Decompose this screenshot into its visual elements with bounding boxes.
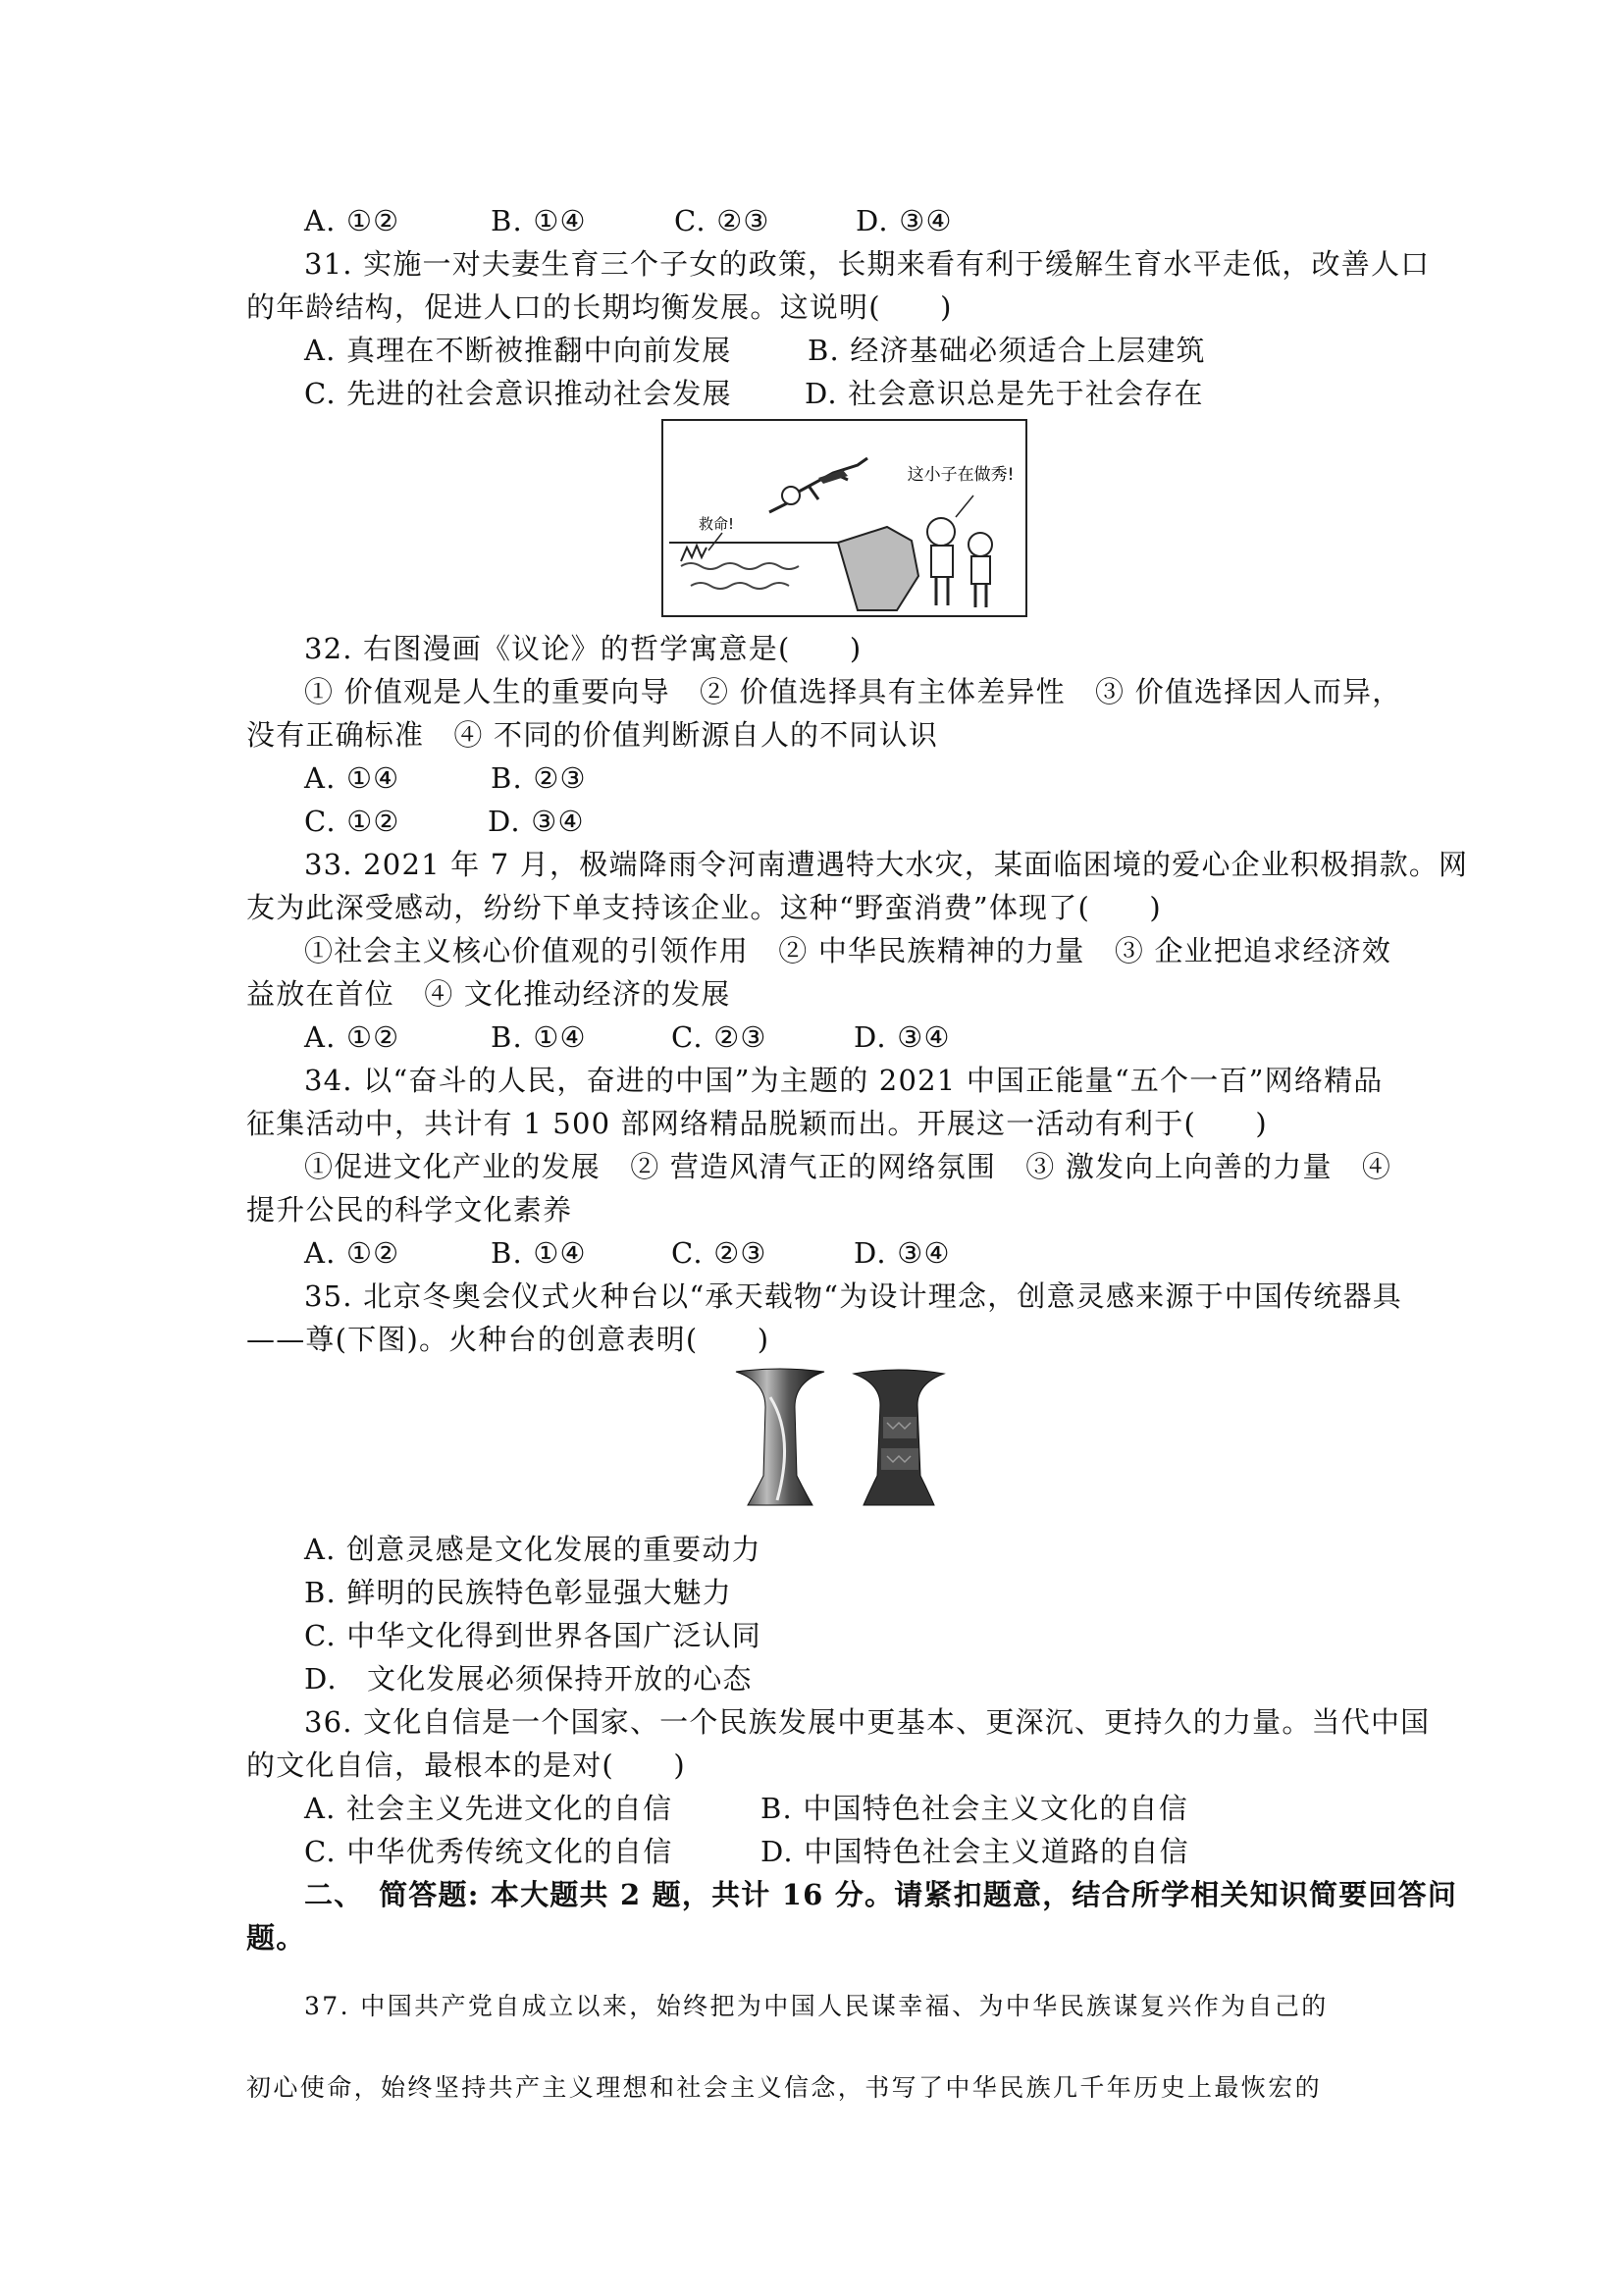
q36-option-a: A. 社会主义先进文化的自信 xyxy=(304,1792,673,1825)
q37-stem-line1: 37. 中国共产党自成立以来，始终把为中国人民谋幸福、为中华民族谋复兴作为自己的 xyxy=(304,1992,1329,2020)
section2-heading-line1: 二、 简答题: 本大题共 2 题，共计 16 分。请紧扣题意，结合所学相关知识简要回答问 xyxy=(304,1878,1458,1911)
q31-stem-line1: 31. 实施一对夫妻生育三个子女的政策，长期来看有利于缓解生育水平走低，改善人口 xyxy=(304,247,1431,281)
q36-option-c: C. 中华优秀传统文化的自信 xyxy=(304,1835,673,1868)
q32-option-d: D. ③④ xyxy=(488,805,585,838)
top-option-d: D. ③④ xyxy=(856,204,953,237)
q34-option-b: B. ①④ xyxy=(491,1236,587,1270)
q31-stem-line2: 的年龄结构，促进人口的长期均衡发展。这说明( ) xyxy=(246,290,953,324)
q35-option-c: C. 中华文化得到世界各国广泛认同 xyxy=(304,1619,761,1652)
q32-stem-line3: 没有正确标准 ④ 不同的价值判断源自人的不同认识 xyxy=(246,718,939,752)
vessel-figure xyxy=(726,1368,971,1509)
q33-option-b: B. ①④ xyxy=(491,1020,587,1054)
top-option-a: A. ①② xyxy=(304,204,400,237)
q37-stem-line2: 初心使命，始终坚持共产主义理想和社会主义信念，书写了中华民族几千年历史上最恢宏的 xyxy=(246,2073,1323,2102)
q33-stem-line2: 友为此深受感动，纷纷下单支持该企业。这种“野蛮消费”体现了( ) xyxy=(246,891,1162,924)
q36-stem-line2: 的文化自信，最根本的是对( ) xyxy=(246,1748,686,1782)
q35-stem-line1: 35. 北京冬奥会仪式火种台以“承天载物“为设计理念，创意灵感来源于中国传统器具 xyxy=(304,1279,1402,1313)
q35-option-d: D. 文化发展必须保持开放的心态 xyxy=(304,1662,753,1696)
q34-stem-line1: 34. 以“奋斗的人民，奋进的中国”为主题的 2021 中国正能量“五个一百”网络精品 xyxy=(304,1064,1384,1097)
q35-option-a: A. 创意灵感是文化发展的重要动力 xyxy=(304,1533,761,1566)
q36-option-b: B. 中国特色社会主义文化的自信 xyxy=(760,1792,1188,1825)
top-option-c: C. ②③ xyxy=(674,204,770,237)
q34-stem-line4: 提升公民的科学文化素养 xyxy=(246,1193,573,1226)
q34-option-d: D. ③④ xyxy=(854,1236,951,1270)
q36-stem-line1: 36. 文化自信是一个国家、一个民族发展中更基本、更深沉、更持久的力量。当代中国 xyxy=(304,1705,1431,1739)
q32-option-c: C. ①② xyxy=(304,805,400,838)
cartoon-figure xyxy=(661,419,1027,617)
cartoon-speech-left: 救命! xyxy=(699,515,735,533)
q32-option-b: B. ②③ xyxy=(491,761,587,795)
q34-stem-line2: 征集活动中，共计有 1 500 部网络精品脱颖而出。开展这一活动有利于( ) xyxy=(246,1107,1268,1140)
cartoon-speech-right: 这小子在做秀! xyxy=(907,465,1015,485)
cartoon-drawing xyxy=(661,419,1027,617)
section2-heading-line2: 题。 xyxy=(246,1921,306,1955)
q35-option-b: B. 鲜明的民族特色彰显强大魅力 xyxy=(304,1576,732,1609)
q33-stem-line3: ①社会主义核心价值观的引领作用 ② 中华民族精神的力量 ③ 企业把追求经济效 xyxy=(304,934,1392,967)
q32-stem-line1: 32. 右图漫画《议论》的哲学寓意是( ) xyxy=(304,632,863,665)
q31-option-c: C. 先进的社会意识推动社会发展 xyxy=(304,377,732,410)
q33-option-a: A. ①② xyxy=(304,1020,400,1054)
top-option-b: B. ①④ xyxy=(491,204,587,237)
q32-option-a: A. ①④ xyxy=(304,761,400,795)
q33-option-d: D. ③④ xyxy=(854,1020,951,1054)
q31-option-d: D. 社会意识总是先于社会存在 xyxy=(805,377,1204,410)
q31-option-b: B. 经济基础必须适合上层建筑 xyxy=(808,334,1206,367)
q34-option-c: C. ②③ xyxy=(671,1236,767,1270)
vessel-drawing xyxy=(726,1368,971,1509)
q32-stem-line2: ① 价值观是人生的重要向导 ② 价值选择具有主体差异性 ③ 价值选择因人而异， xyxy=(304,675,1402,708)
q34-stem-line3: ①促进文化产业的发展 ② 营造风清气正的网络氛围 ③ 激发向上向善的力量 ④ xyxy=(304,1150,1392,1183)
q33-option-c: C. ②③ xyxy=(671,1020,767,1054)
q33-stem-line4: 益放在首位 ④ 文化推动经济的发展 xyxy=(246,977,731,1011)
q34-option-a: A. ①② xyxy=(304,1236,400,1270)
q35-stem-line2: ——尊(下图)。火种台的创意表明( ) xyxy=(246,1323,770,1356)
q36-option-d: D. 中国特色社会主义道路的自信 xyxy=(760,1835,1189,1868)
q31-option-a: A. 真理在不断被推翻中向前发展 xyxy=(304,334,732,367)
q33-stem-line1: 33. 2021 年 7 月，极端降雨令河南遭遇特大水灾，某面临困境的爱心企业积极捐款。网 xyxy=(304,848,1469,881)
